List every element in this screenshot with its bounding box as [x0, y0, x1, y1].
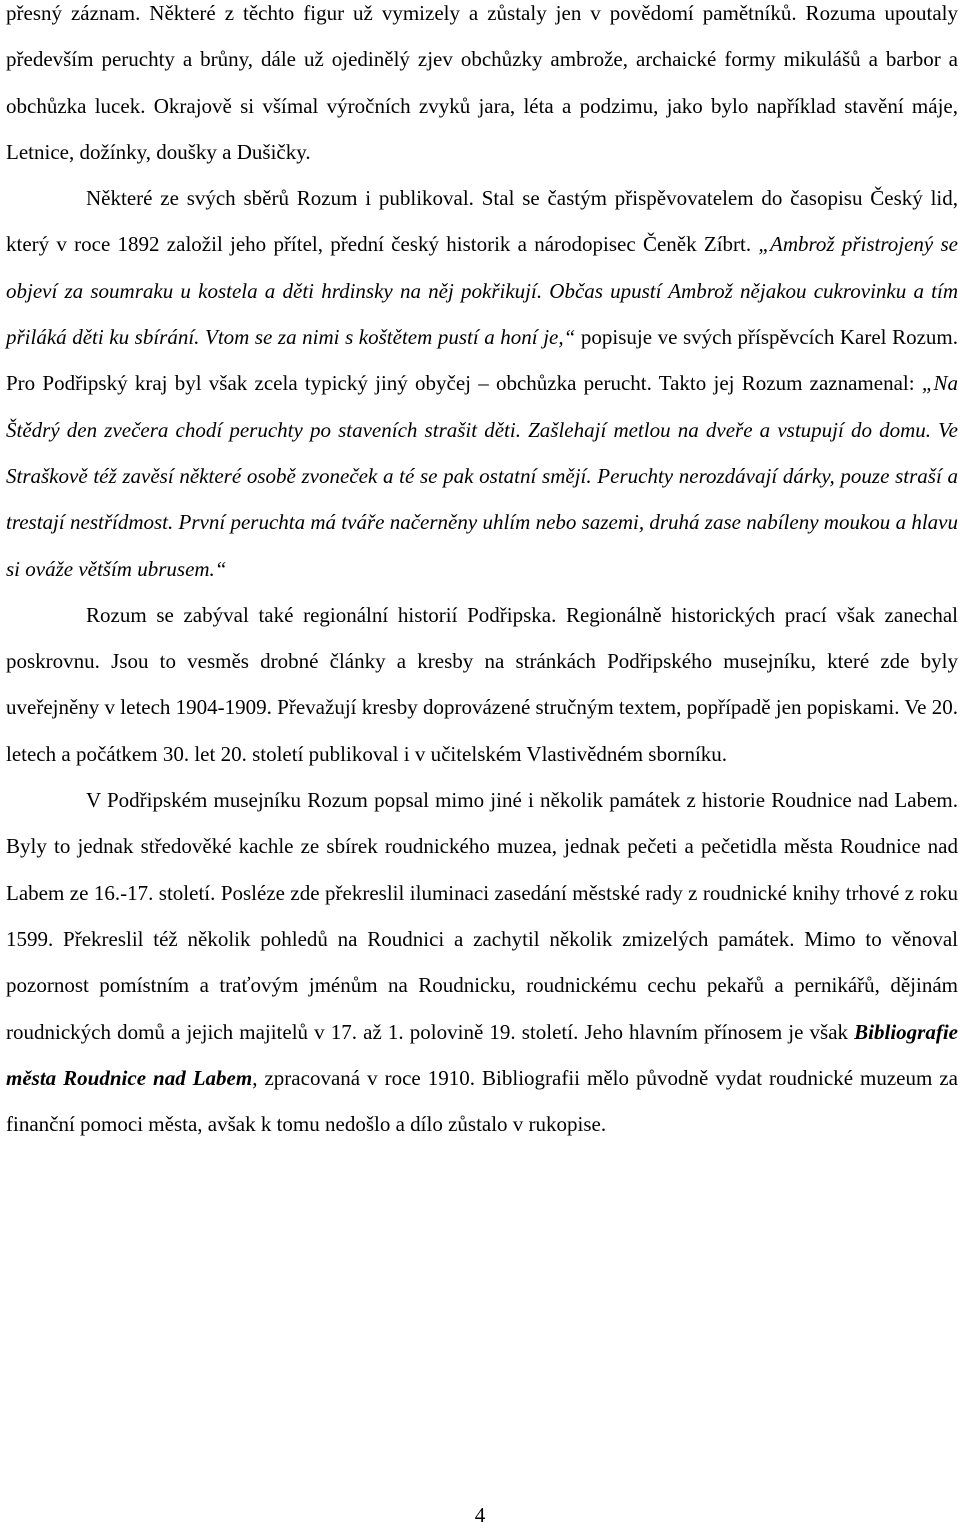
paragraph-3 [6, 592, 958, 777]
paragraph-3-text: Rozum se zabýval také regionální historií Podřipska. Regionálně historických prací však zanechal poskrovnu. Jsou to vesměs drobné články a kresby na stránkách Podřipského musejníku, které zde byly uveřejněny v letech 1904-1909. Převažují kresby doprovázené stručným textem, popřípadě jen popiskami. Ve 20. letech a počátkem 30. let 20. století publikoval i v učitelském Vlastivědném sborníku. [6, 602, 958, 766]
paragraph-2-quote-ambroz: „Ambrož přistrojený se objeví za soumraku u kostela a děti hrdinsky na něj pokřikují. Občas upustí Ambrož nějakou cukrovinku a tím přiláká děti ku sbírání. Vtom se za nimi s koštětem pustí a honí je,“ [6, 232, 958, 350]
page-number: 4 [474, 1503, 486, 1527]
paragraph-2-text-b: popisuje ve svých příspěvcích Karel Rozum. Pro Podřipský kraj byl však zcela typický jiný obyčej – obchůzka perucht. Takto jej Rozum zaznamenal: [6, 325, 958, 396]
paragraph-4 [6, 777, 958, 1147]
paragraph-4-text-b: , zpracovaná v roce 1910. Bibliografii mělo původně vydat roudnické muzeum za finanční pomoci města, avšak k tomu nedošlo a dílo zůstalo v rukopise. [6, 1065, 958, 1137]
paragraph-4-text-a: V Podřipském musejníku Rozum popsal mimo jiné i několik památek z historie Roudnice nad Labem. Byly to jednak středověké kachle ze sbírek roudnického muzea, jednak pečeti a pečetidla města Roudnice nad Labem ze 16.-17. století. Posléze zde překreslil iluminaci zasedání městské rady z roudnické knihy trhové z roku 1599. Překreslil též několik pohledů na Roudnici a zachytil několik zmizelých památek. Mimo to věnoval pozornost pomístním a traťovým jménům na Roudnicku, roudnickému cechu pekařů a pernikářů, dějinám roudnických domů a jejich majitelů v 17. až 1. polovině 19. století. Jeho hlavním přínosem je však [6, 788, 958, 1044]
paragraph-2-text-a: Některé ze svých sběrů Rozum i publikoval. Stal se častým přispěvovatelem do časopisu Český lid, který v roce 1892 založil jeho přítel, přední český historik a národopisec Čeněk Zíbrt. [6, 186, 958, 257]
paragraph-1 [6, 0, 958, 175]
paragraph-1-text: přesný záznam. Některé z těchto figur už vymizely a zůstaly jen v povědomí pamětníků. Rozuma upoutaly především peruchty a brůny, dále už ojedinělý zjev obchůzky ambrože, archaické formy mikulášů a barbor a obchůzka lucek. Okrajově si všímal výročních zvyků jara, léta a podzimu, jako bylo například stavění máje, Letnice, dožínky, doušky a Dušičky. [6, 1, 958, 164]
document-page [6, 0, 958, 1147]
paragraph-2 [6, 175, 958, 592]
paragraph-4-book-title: Bibliografie města Roudnice nad Labem [6, 1019, 958, 1090]
paragraph-2-quote-peruchty: „Na Štědrý den zvečera chodí peruchty po staveních strašit děti. Zašlehají metlou na dveře a vstupují do domu. Ve Straškově též zavěsí některé osobě zvoneček a té se pak ostatní smějí. Peruchty nerozdávají dárky, pouze straší a trestají nestřídmost. První peruchta má tváře načerněny uhlím nebo sazemi, druhá zase nabíleny moukou a hlavu si ováže větším ubrusem.“ [6, 371, 958, 581]
